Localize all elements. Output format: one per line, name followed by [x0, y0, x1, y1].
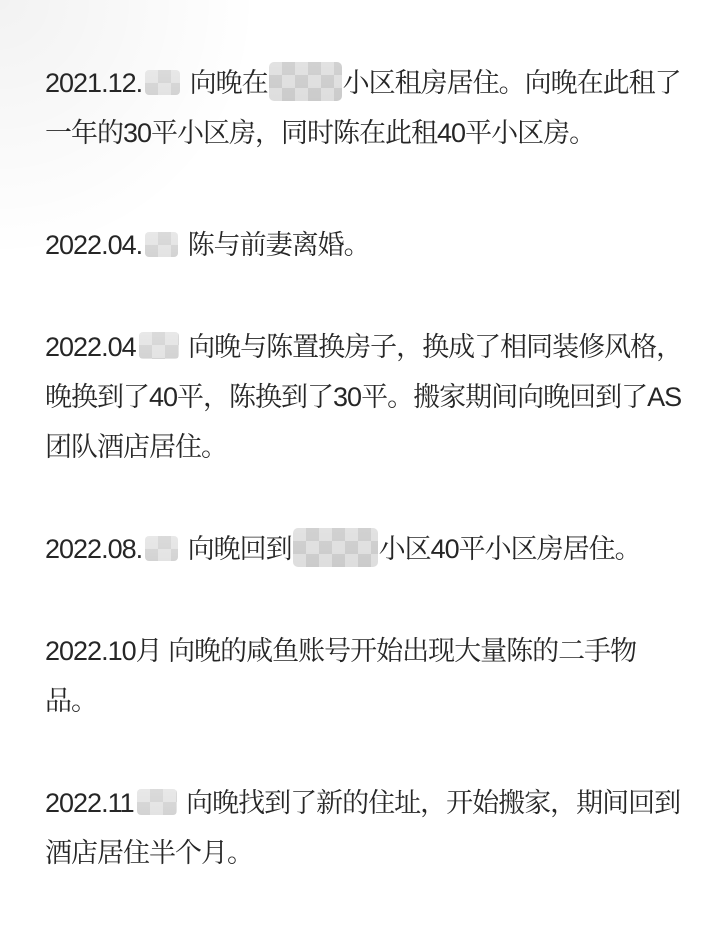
timeline-entry — [45, 524, 690, 574]
text-line — [45, 220, 690, 270]
text-run: 向晚回到 — [181, 534, 292, 564]
text-run: 2022.11 — [45, 788, 134, 818]
text-line — [45, 58, 690, 108]
redaction-blob — [293, 528, 378, 567]
redaction-blob — [137, 789, 177, 815]
redaction-blob — [145, 536, 178, 561]
text-line — [45, 422, 690, 472]
redaction-blob — [269, 62, 342, 101]
text-line — [45, 778, 690, 828]
timeline-entry — [45, 626, 690, 726]
redaction-blob — [145, 232, 178, 257]
text-line — [45, 626, 690, 676]
text-line — [45, 322, 690, 372]
text-line — [45, 108, 690, 158]
text-run: 晚换到了40平，陈换到了30平。搬家期间向晚回到了AS — [45, 382, 682, 412]
text-line — [45, 828, 690, 878]
text-run: 小区40平小区房居住。 — [378, 534, 641, 564]
text-run: 2021.12. — [45, 68, 143, 98]
text-run: 向晚与陈置换房子，换成了相同装修风格， — [181, 332, 683, 362]
text-run: 向晚在 — [183, 68, 268, 98]
redaction-blob — [139, 332, 179, 359]
timeline-entry — [45, 778, 690, 878]
text-run: 酒店居住半个月。 — [45, 838, 253, 868]
text-run: 2022.04 — [45, 332, 136, 362]
timeline-entry — [45, 58, 690, 158]
text-line — [45, 372, 690, 422]
text-line — [45, 524, 690, 574]
text-run: 品。 — [45, 686, 97, 716]
timeline-entry — [45, 220, 690, 270]
text-run: 团队酒店居住。 — [45, 432, 227, 462]
timeline-entry — [45, 322, 690, 472]
text-run: 陈与前妻离婚。 — [181, 230, 370, 260]
text-run: 小区租房居住。向晚在此租了 — [342, 68, 681, 98]
text-run: 一年的30平小区房，同时陈在此租40平小区房。 — [45, 118, 596, 148]
text-run: 向晚找到了新的住址，开始搬家，期间回到 — [179, 788, 681, 818]
text-run: 2022.04. — [45, 230, 143, 260]
text-run: 2022.10月 向晚的咸鱼账号开始出现大量陈的二手物 — [45, 636, 637, 666]
text-run: 2022.08. — [45, 534, 143, 564]
redaction-blob — [145, 70, 180, 95]
text-line — [45, 676, 690, 726]
